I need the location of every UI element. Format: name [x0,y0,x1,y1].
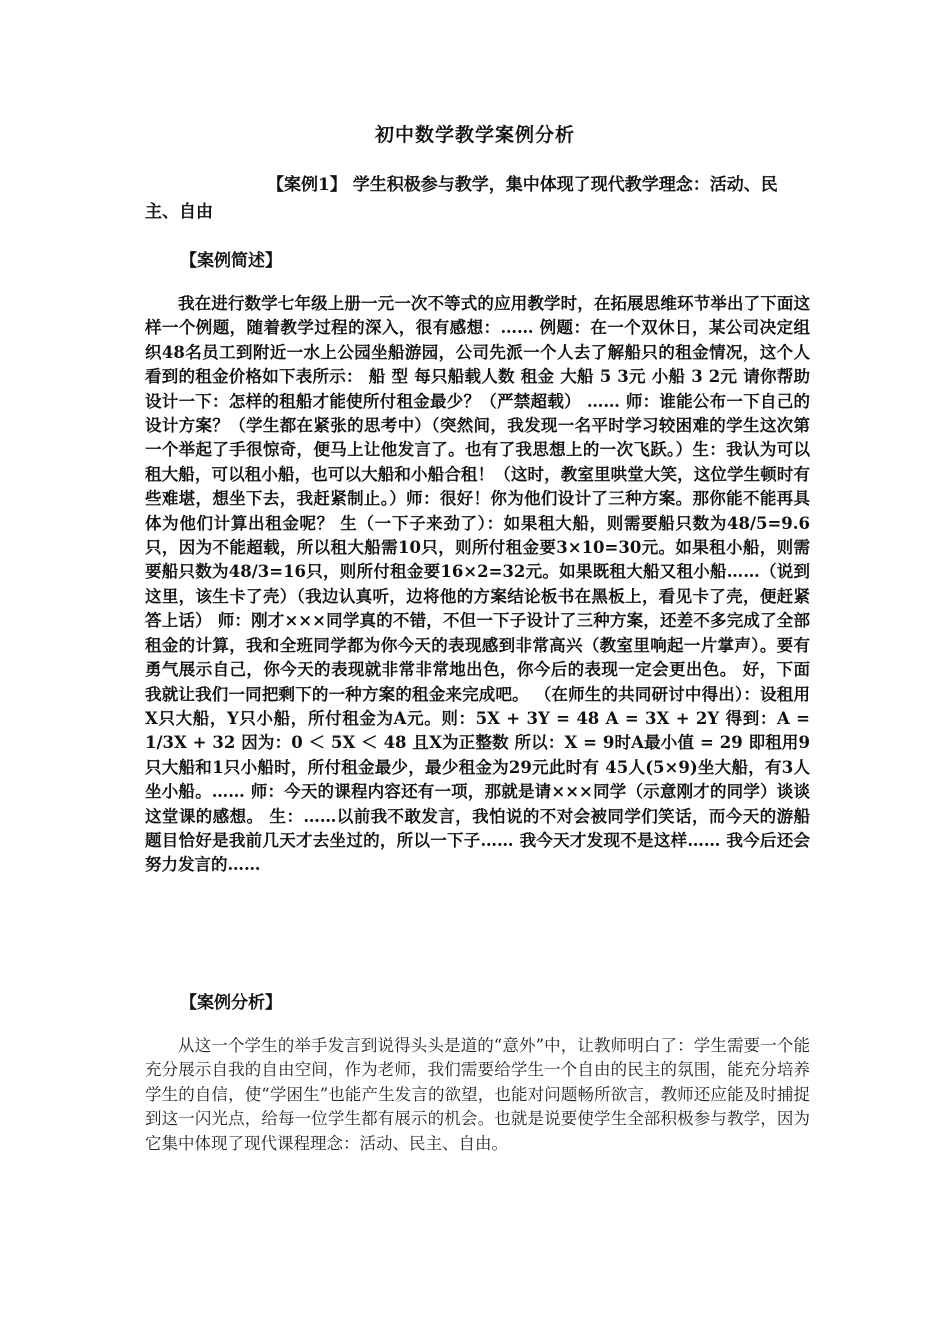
document-title: 初中数学教学案例分析 [374,124,575,146]
analysis-section-label: 【案例分析】 [180,993,282,1013]
summary-section-label: 【案例简述】 [180,251,282,271]
case-heading [145,172,810,226]
case-heading-text: 【案例1】 学生积极参与教学，集中体现了现代教学理念：活动、民主、自由 [145,175,778,222]
analysis-paragraph: 从这一个学生的举手发言到说得头头是道的“意外”中，让教师明白了：学生需要一个能充分展示自我的自由空间，作为老师，我们需要给学生一个自由的民主的氛围，能充分培养学生的自信，使“学困生”也能产生发言的欲望，也能对问题畅所欲言，教师还应能及时捕捉到这一闪光点，给每一位学生都有展示的机会。也就是说要使学生全部积极参与教学，因为它集中体现了现代课程理念：活动、民主、自由。 [145,1036,810,1153]
summary-paragraph: 我在进行数学七年级上册一元一次不等式的应用教学时，在拓展思维环节举出了下面这样一个例题，随着教学过程的深入，很有感想：…… 例题：在一个双休日，某公司决定组织48名员工到附近一水上公园坐船游园，公司先派一个人去了解船只的租金情况，这个人看到的租金价格如下表所示： 船 型 每只船载人数 租金 大船 5 3元 小船 3 2元 请你帮助设计一下：怎样的租船才能使所付租金最少？（严禁超载） …… 师：谁能公布一下自己的设计方案？（学生都在紧张的思考中）（突然间，我发现一名平时学习较困难的学生这次第一个举起了手很惊奇，便马上让他发言了。也有了我思想上的一次飞跃。）生：我认为可以租大船，可以租小船，也可以大船和小船合租！（这时，教室里哄堂大笑，这位学生顿时有些难堪，想坐下去，我赶紧制止。）师：很好！你为他们设计了三种方案。那你能不能再具体为他们计算出租金呢？ 生（一下子来劲了）：如果租大船，则需要船只数为48/5=9.6只，因为不能超载，所以租大船需10只，则所付租金要3×10=30元。如果租小船，则需要船只数为48/3=16只，则所付租金要16×2=32元。如果既租大船又租小船……（说到这里，该生卡了壳）（我边认真听，边将他的方案结论板书在黑板上，看见卡了壳，便赶紧答上话） 师：刚才×××同学真的不错，不但一下子设计了三种方案，还差不多完成了全部租金的计算，我和全班同学都为你今天的表现感到非常高兴（教室里响起一片掌声）。要有勇气展示自己，你今天的表现就非常非常地出色，你今后的表现一定会更出色。 好，下面我就让我们一同把剩下的一种方案的租金来完成吧。 （在师生的共同研讨中得出）：设租用X只大船，Y只小船，所付租金为A元。则：5X + 3Y = 48 A = 3X + 2Y 得到：A = 1/3X + 32 因为：0 ＜ 5X ＜ 48 且X为正整数 所以：X = 9时A最小值 = 29 即租用9只大船和1只小船时，所付租金最少，最少租金为29元此时有 45人(5×9)坐大船，有3人坐小船。…… 师：今天的课程内容还有一项，那就是请×××同学（示意刚才的同学）谈谈这堂课的感想。 生：……以前我不敢发言，我怕说的不对会被同学们笑话，而今天的游船题目恰好是我前几天才去坐过的，所以一下子…… 我今天才发现不是这样…… 我今后还会努力发言的…… [145,294,810,875]
